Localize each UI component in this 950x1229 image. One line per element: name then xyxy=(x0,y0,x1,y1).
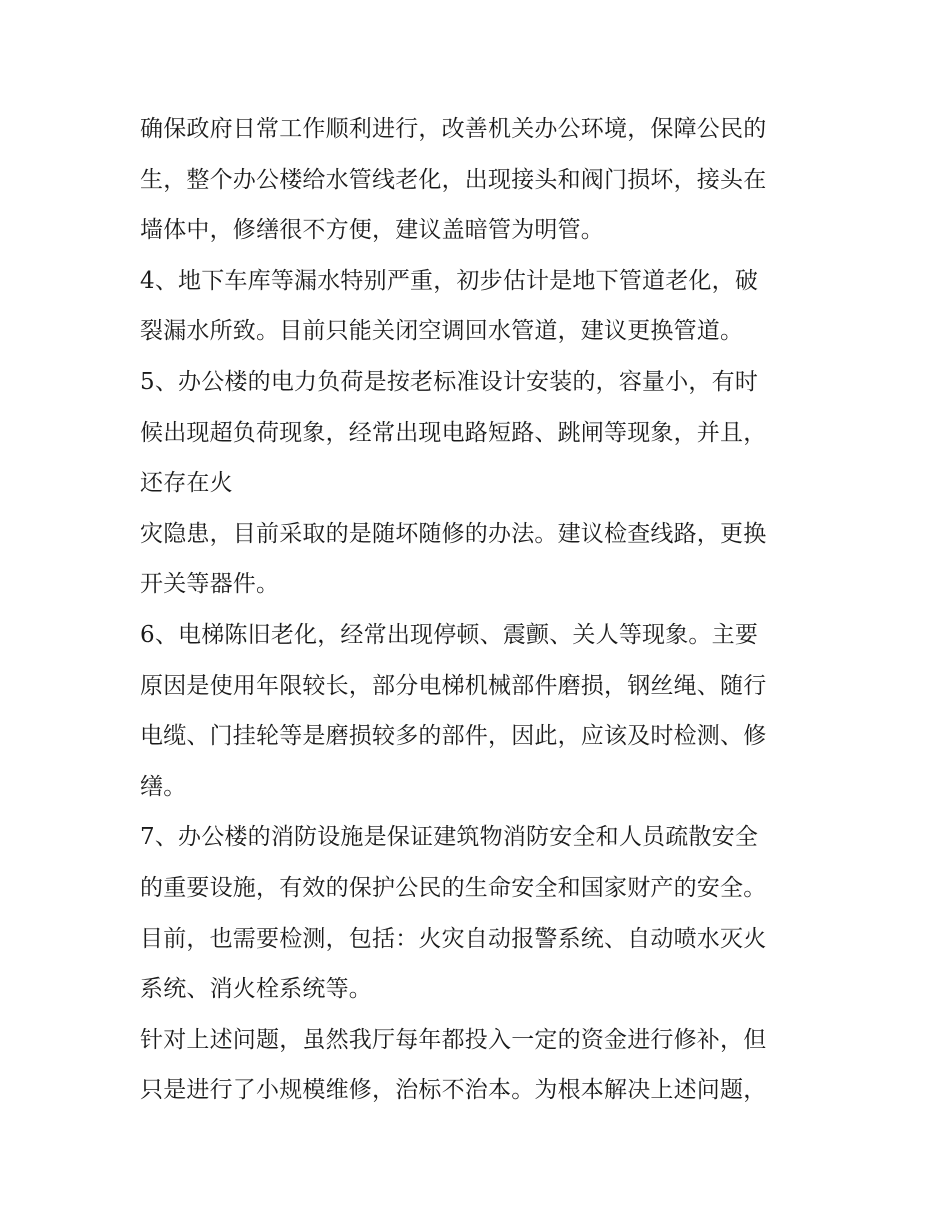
text-line: 生，整个办公楼给水管线老化，出现接头和阀门损坏，接头在 xyxy=(140,166,767,193)
text-line: 缮。 xyxy=(140,773,187,800)
text-line: 电缆、门挂轮等是磨损较多的部件，因此，应该及时检测、修 xyxy=(140,723,767,750)
text-line: 原因是使用年限较长，部分电梯机械部件磨损，钢丝绳、随行 xyxy=(140,672,767,699)
text-line: 只是进行了小规模维修，治标不治本。为根本解决上述问题， xyxy=(140,1077,767,1104)
text-line: 候出现超负荷现象，经常出现电路短路、跳闸等现象，并且， xyxy=(140,419,767,446)
text-line: 系统、消火栓系统等。 xyxy=(140,976,372,1003)
text-line: 灾隐患，目前采取的是随坏随修的办法。建议检查线路，更换 xyxy=(140,520,767,547)
text-line: 开关等器件。 xyxy=(140,571,280,598)
text-line: 的重要设施，有效的保护公民的生命安全和国家财产的安全。 xyxy=(140,874,767,901)
text-line: 针对上述问题，虽然我厅每年都投入一定的资金进行修补，但 xyxy=(140,1026,767,1053)
text-line: 确保政府日常工作顺利进行，改善机关办公环境，保障公民的 xyxy=(140,116,767,142)
text-line: 7、办公楼的消防设施是保证建筑物消防安全和人员疏散安全 xyxy=(140,824,759,851)
text-line: 裂漏水所致。目前只能关闭空调回水管道，建议更换管道。 xyxy=(140,318,744,345)
text-line: 6、电梯陈旧老化，经常出现停顿、震颤、关人等现象。主要 xyxy=(140,621,759,648)
text-line: 4、地下车库等漏水特别严重，初步估计是地下管道老化，破 xyxy=(140,267,759,294)
text-line: 墙体中，修缮很不方便，建议盖暗管为明管。 xyxy=(140,217,604,244)
text-line: 5、办公楼的电力负荷是按老标准设计安装的，容量小，有时 xyxy=(140,368,759,395)
text-line: 还存在火 xyxy=(140,470,233,497)
text-line: 目前，也需要检测，包括：火灾自动报警系统、自动喷水灭火 xyxy=(140,925,767,952)
document-body xyxy=(140,104,820,1116)
